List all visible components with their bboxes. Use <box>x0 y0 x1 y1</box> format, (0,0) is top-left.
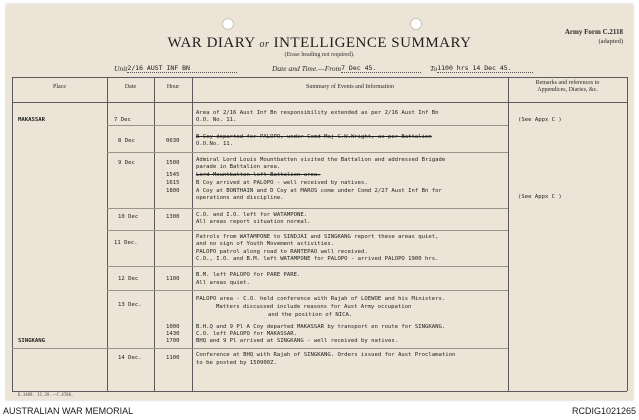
remarks-entry: (See Appx C ) <box>518 117 562 123</box>
summary-line: operations and discipline. <box>196 195 284 201</box>
summary-line: All areas quiet. <box>196 280 250 286</box>
date-entry: 9 Dec <box>118 160 135 166</box>
hour-entry: 1300 <box>166 214 180 220</box>
date-entry: 14 Dec. <box>118 355 142 361</box>
col-place: Place <box>53 84 66 90</box>
summary-line: parade in Battalion area. <box>196 164 281 170</box>
date-time-field: Date and Time.—From7 Dec 45. <box>272 63 421 73</box>
summary-line: to be posted by 150900Z. <box>196 360 277 366</box>
summary-line: and no sign of Youth Movement activities. <box>196 241 335 247</box>
to-field: To1100 hrs 14 Dec 45. <box>430 63 533 73</box>
summary-line: Area of 2/16 Aust Inf Bn responsibility extended as per 2/16 Aust Inf Bn <box>196 110 439 116</box>
hour-entry: 1100 <box>166 276 180 282</box>
date-entry: 7 Dec <box>114 117 131 123</box>
unit-field: Unit2/16 AUST INF BN <box>114 63 237 73</box>
date-entry: 12 Dec <box>118 276 139 282</box>
hour-entry: 1545 <box>166 172 180 178</box>
summary-line: B Coy arrived at PALOPO - well received by natives. <box>196 180 368 186</box>
summary-line: B.M. left PALOPO for PARE PARE. <box>196 272 301 278</box>
date-entry: 13 Dec. <box>118 302 142 308</box>
printer-footnote: D.3409. 11.39.-—C.4780. <box>18 392 74 397</box>
page-title: WAR DIARY or INTELLIGENCE SUMMARY <box>167 35 472 51</box>
hour-entry: 1800 <box>166 188 180 194</box>
form-adapted: (adapted) <box>598 38 623 45</box>
date-entry: 11 Dec. <box>114 240 138 246</box>
form-number: Army Form C.2118 <box>564 28 623 36</box>
hour-entry: 1500 <box>166 160 180 166</box>
summary-line: Admiral Lord Louis Mountbatten visited the Battalion and addressed Brigade <box>196 157 446 163</box>
summary-line: All areas report situation normal. <box>196 219 311 225</box>
summary-line: Matters discussed include reasons for Aust Army occupation <box>216 304 412 310</box>
diary-sheet <box>6 4 633 400</box>
summary-line: C.O. and I.O. left for WATAMPONE. <box>196 212 308 218</box>
summary-line: Conference at BHQ with Rajah of SINGKANG. Orders issued for Aust Proclamation <box>196 352 456 358</box>
summary-line: BHQ and 9 Pl arrived at SINGKANG - well received by natives. <box>196 338 399 344</box>
hour-entry: 1700 <box>166 338 180 344</box>
summary-line: B Coy departed for PALOPO, under Comd Maj G.W.Wright, as per Battalion <box>196 134 432 140</box>
summary-line: B.H.Q and 9 Pl A Coy departed MAKASSAR by transport en route for SINGKANG. <box>196 324 446 330</box>
col-hour: Hour <box>166 84 180 90</box>
hour-entry: 1100 <box>166 355 180 361</box>
place-entry: SINGKANG <box>18 338 45 344</box>
date-entry: 8 Dec <box>118 138 135 144</box>
summary-line: O.O.No. 11. <box>196 141 234 147</box>
hour-entry: 1615 <box>166 180 180 186</box>
hour-entry: 1000 <box>166 324 180 330</box>
summary-line: O.O. No. 11. <box>196 117 237 123</box>
archive-reference: RCDIG1021265 <box>571 406 636 416</box>
summary-line: Patrols from WATAMPONE to SINDJAI and SINGKANG report these areas quiet, <box>196 234 439 240</box>
col-date: Date <box>124 84 137 90</box>
remarks-entry: (See Appx C ) <box>518 194 562 200</box>
place-entry: MAKASSAR <box>18 117 45 123</box>
summary-line: C.O. left PALOPO for MAKASSAR. <box>196 331 298 337</box>
page-subtitle: (Erase heading not required). <box>284 52 355 58</box>
diary-table <box>6 4 633 400</box>
col-summary: Summary of Events and Information <box>306 84 394 90</box>
summary-line: C.O., I.O. and B.M. left WATAMPONE for PALOPO - arrived PALOPO 1900 hrs. <box>196 256 439 262</box>
archive-caption: AUSTRALIAN WAR MEMORIAL <box>3 406 134 416</box>
date-entry: 10 Dec <box>118 214 139 220</box>
summary-line: Lord Mountbatten left Battalion area. <box>196 172 321 178</box>
hour-entry: 1430 <box>166 331 180 337</box>
summary-line: PALOPO patrol along road to RANTEPAO well received. <box>196 249 368 255</box>
summary-line: and the position of NICA. <box>268 312 353 318</box>
summary-line: PALOPO area - C.O. held conference with Rajah of LOEWOE and his Ministers. <box>196 296 446 302</box>
hour-entry: 0630 <box>166 138 180 144</box>
col-remarks: Remarks and references to Appendices, Diaries, &c. <box>535 80 600 93</box>
summary-line: A Coy at BONTHAIN and D Coy at MAROS come under Comd 2/27 Aust Inf Bn for <box>196 188 442 194</box>
